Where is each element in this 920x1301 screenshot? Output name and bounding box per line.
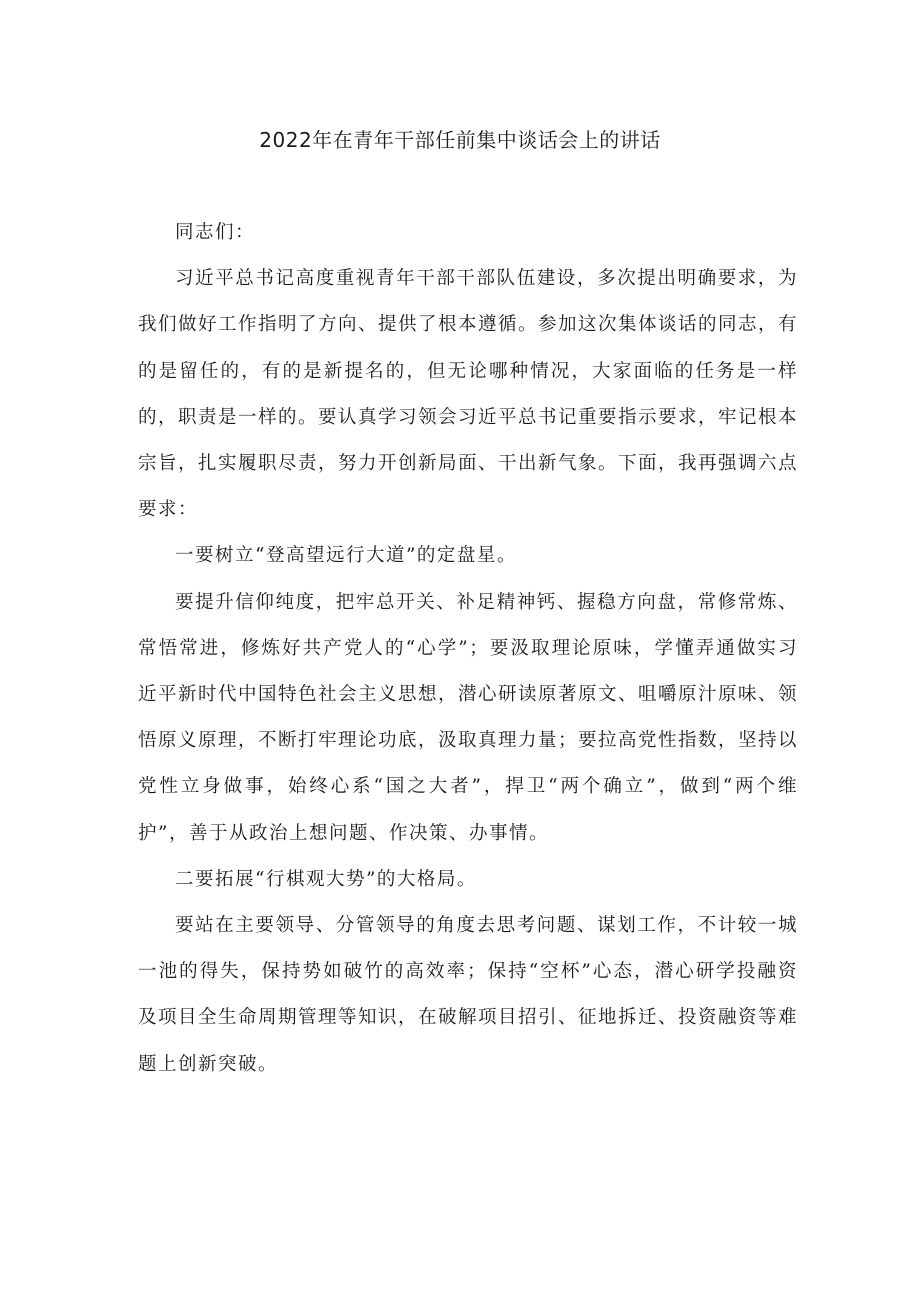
document-body <box>138 210 798 1088</box>
intro-paragraph: 习近平总书记高度重视青年干部干部队伍建设，多次提出明确要求，为我们做好工作指明了方向、提供了根本遵循。参加这次集体谈话的同志，有的是留任的，有的是新提名的，但无论哪种情况，大家面临的任务是一样的，职责是一样的。要认真学习领会习近平总书记重要指示要求，牢记根本宗旨，扎实履职尽责，努力开创新局面、干出新气象。下面，我再强调六点要求： <box>138 268 799 521</box>
point-one-paragraph: 要提升信仰纯度，把牢总开关、补足精神钙、握稳方向盘，常修常炼、常悟常进，修炼好共产党人的“心学”；要汲取理论原味，学懂弄通做实习近平新时代中国特色社会主义思想，潜心研读原著原文、咀嚼原汁原味、领悟原义原理，不断打牢理论功底，汲取真理力量；要拉高党性指数，坚持以党性立身做事，始终心系“国之大者”，捍卫“两个确立”，做到“两个维护”，善于从政治上想问题、作决策、办事情。 <box>138 591 799 844</box>
document-title: 2022年在青年干部任前集中谈话会上的讲话 <box>259 128 661 152</box>
point-two-paragraph: 要站在主要领导、分管领导的角度去思考问题、谋划工作，不计较一城一池的得失，保持势如破竹的高效率；保持“空杯”心态，潜心研学投融资及项目全生命周期管理等知识，在破解项目招引、征地拆迁、投资融资等难题上创新突破。 <box>138 915 799 1075</box>
point-two-heading: 二要拓展“行棋观大势”的大格局。 <box>175 868 477 890</box>
point-one-heading: 一要树立“登高望远行大道”的定盘星。 <box>175 545 517 567</box>
salutation-paragraph: 同志们： <box>175 222 256 243</box>
